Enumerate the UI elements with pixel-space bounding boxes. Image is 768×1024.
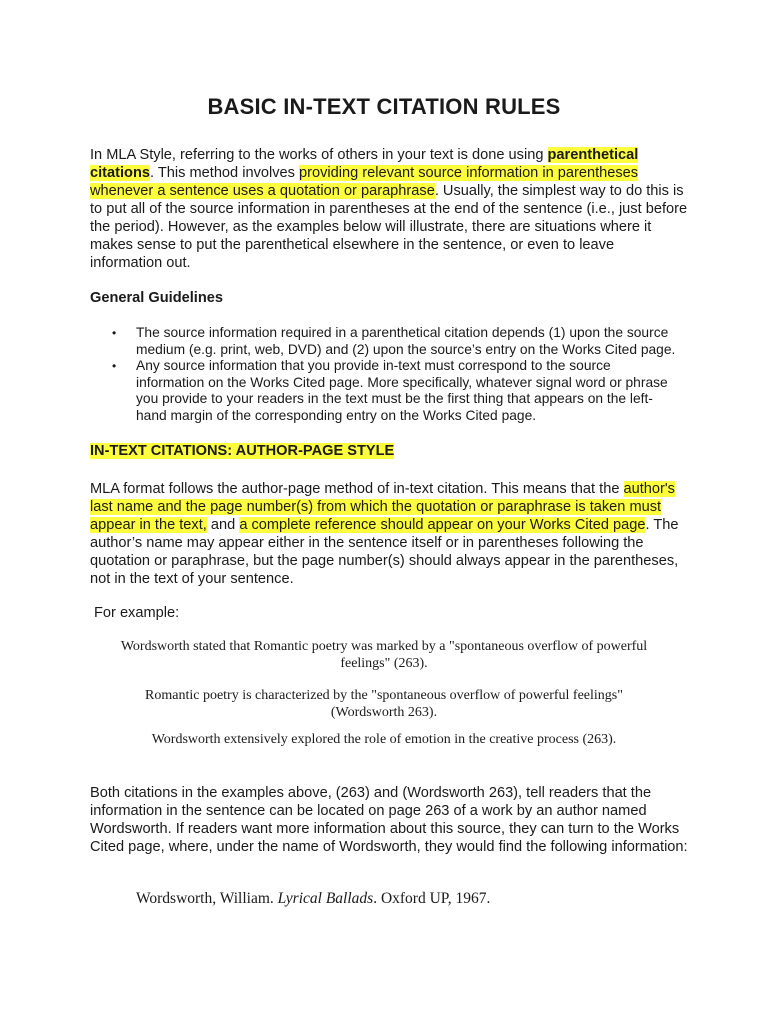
highlight-source-info: providing relevant source information in parentheses whenever a sentence uses a quotation or paraphrase	[90, 165, 639, 199]
intro-paragraph	[90, 146, 690, 272]
highlight-works-cited: a complete reference should appear on your Works Cited page	[239, 517, 646, 533]
list-item	[112, 325, 682, 358]
list-item-text: The source information required in a parenthetical citation depends (1) upon the source medium (e.g. print, web, DVD) and (2) upon the source’s entry on the Works Cited page.	[136, 325, 676, 357]
highlight-author-name: author's last name and the page number(s) from which the quotation or paraphrase is taken must appear in the text,	[90, 481, 675, 533]
works-cited-publisher: . Oxford UP, 1967.	[373, 890, 491, 907]
page-title: BASIC IN-TEXT CITATION RULES	[207, 94, 561, 119]
section2-text-2: and	[206, 517, 240, 533]
example-quote: Wordsworth extensively explored the role of emotion in the creative process (263).	[151, 732, 617, 747]
explanation-paragraph: Both citations in the examples above, (263) and (Wordsworth 263), tell readers that the information in the sentence can be located on page 263 of a work by an author named Wordsworth. If readers want more information about this source, they can turn to the Works Cited page, where, under the name of Wordsworth, they would find the following information:	[90, 785, 688, 855]
section2-text-1: MLA format follows the author-page method of in-text citation. This means that the	[90, 481, 624, 497]
works-cited-entry	[136, 890, 490, 908]
intro-text-3: . Usually, the simplest way to do this is to put all of the source information in parentheses at the end of the sentence (i.e., just before the period). However, as the examples below will illustrate, there are situations where it makes sense to put the parenthetical elsewhere in the sentence, or even to leave information out.	[90, 183, 688, 271]
example-quote: Romantic poetry is characterized by the "spontaneous overflow of powerful feelings" (Wordsworth 263).	[145, 688, 623, 720]
works-cited-author: Wordsworth, William.	[136, 890, 278, 907]
general-guidelines-heading: General Guidelines	[90, 290, 224, 306]
author-page-style-heading	[90, 443, 394, 459]
works-cited-title: Lyrical Ballads	[277, 890, 374, 907]
list-item-text: Any source information that you provide in-text must correspond to the source information on the Works Cited page. More specifically, whatever signal word or phrase you provide to your readers in the text must be the first thing that appears on the left-hand margin of the corresponding entry on the Works Cited page.	[136, 358, 668, 423]
bullet-icon: •	[112, 326, 117, 340]
highlight-parenthetical-citations: parenthetical citations	[90, 147, 639, 181]
list-item	[112, 358, 682, 424]
intro-text-2: . This method involves	[150, 165, 299, 181]
author-page-paragraph	[90, 480, 690, 588]
bullet-icon: •	[112, 359, 117, 373]
highlight-heading: IN-TEXT CITATIONS: AUTHOR-PAGE STYLE	[90, 443, 395, 459]
for-example-label: For example:	[94, 605, 180, 621]
section2-text-3: . The author’s name may appear either in the sentence itself or in parentheses following the quotation or paraphrase, but the page number(s) should always appear in the parentheses, not in the text of your sentence.	[90, 517, 679, 587]
guidelines-list	[112, 325, 682, 424]
intro-text-1: In MLA Style, referring to the works of others in your text is done using	[90, 147, 548, 163]
example-quote: Wordsworth stated that Romantic poetry was marked by a "spontaneous overflow of powerful feelings" (263).	[120, 639, 648, 671]
